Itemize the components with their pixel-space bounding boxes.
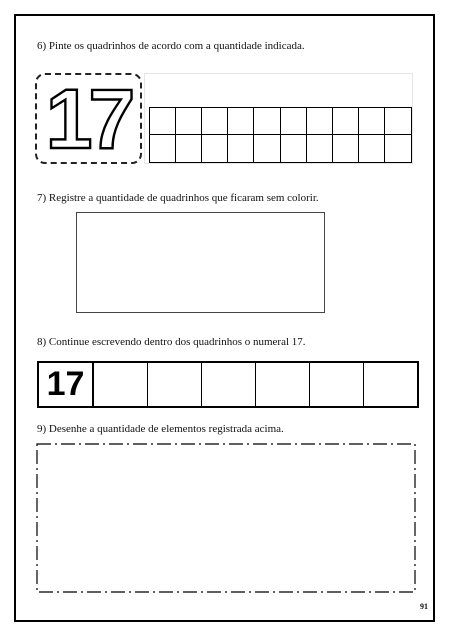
grid-cell[interactable] xyxy=(333,108,359,135)
question-8-text: 8) Continue escrevendo dentro dos quadrinhos o numeral 17. xyxy=(37,336,306,348)
grid-cell[interactable] xyxy=(176,135,202,162)
page-number: 91 xyxy=(420,602,428,611)
grid-cell[interactable] xyxy=(150,135,176,162)
answer-box[interactable] xyxy=(76,212,325,313)
grid-cell[interactable] xyxy=(333,135,359,162)
paint-grid xyxy=(149,107,412,163)
grid-cell[interactable] xyxy=(150,108,176,135)
grid-cell[interactable] xyxy=(385,135,411,162)
write-cell[interactable] xyxy=(256,363,310,406)
grid-cell[interactable] xyxy=(281,108,307,135)
question-6-text: 6) Pinte os quadrinhos de acordo com a quantidade indicada. xyxy=(37,40,305,52)
question-7-text: 7) Registre a quantidade de quadrinhos que ficaram sem colorir. xyxy=(37,192,319,204)
grid-cell[interactable] xyxy=(176,108,202,135)
drawing-area[interactable] xyxy=(36,443,416,593)
write-cell-first xyxy=(39,363,94,406)
write-cell[interactable] xyxy=(202,363,256,406)
write-cell[interactable] xyxy=(310,363,364,406)
write-cell[interactable] xyxy=(94,363,148,406)
grid-cell[interactable] xyxy=(307,108,333,135)
grid-cell[interactable] xyxy=(385,108,411,135)
grid-cell[interactable] xyxy=(281,135,307,162)
write-row xyxy=(37,361,419,408)
printed-number: 17 xyxy=(46,365,85,403)
number-card xyxy=(35,73,142,164)
grid-cell[interactable] xyxy=(307,135,333,162)
grid-cell[interactable] xyxy=(359,108,385,135)
outline-number: 17 xyxy=(45,71,132,166)
grid-cell[interactable] xyxy=(254,108,280,135)
grid-cell[interactable] xyxy=(359,135,385,162)
write-cell[interactable] xyxy=(364,363,417,406)
grid-cell[interactable] xyxy=(228,108,254,135)
grid-cell[interactable] xyxy=(202,135,228,162)
grid-cell[interactable] xyxy=(202,108,228,135)
question-9-text: 9) Desenhe a quantidade de elementos registrada acima. xyxy=(37,423,284,435)
write-cell[interactable] xyxy=(148,363,202,406)
grid-cell[interactable] xyxy=(228,135,254,162)
grid-cell[interactable] xyxy=(254,135,280,162)
